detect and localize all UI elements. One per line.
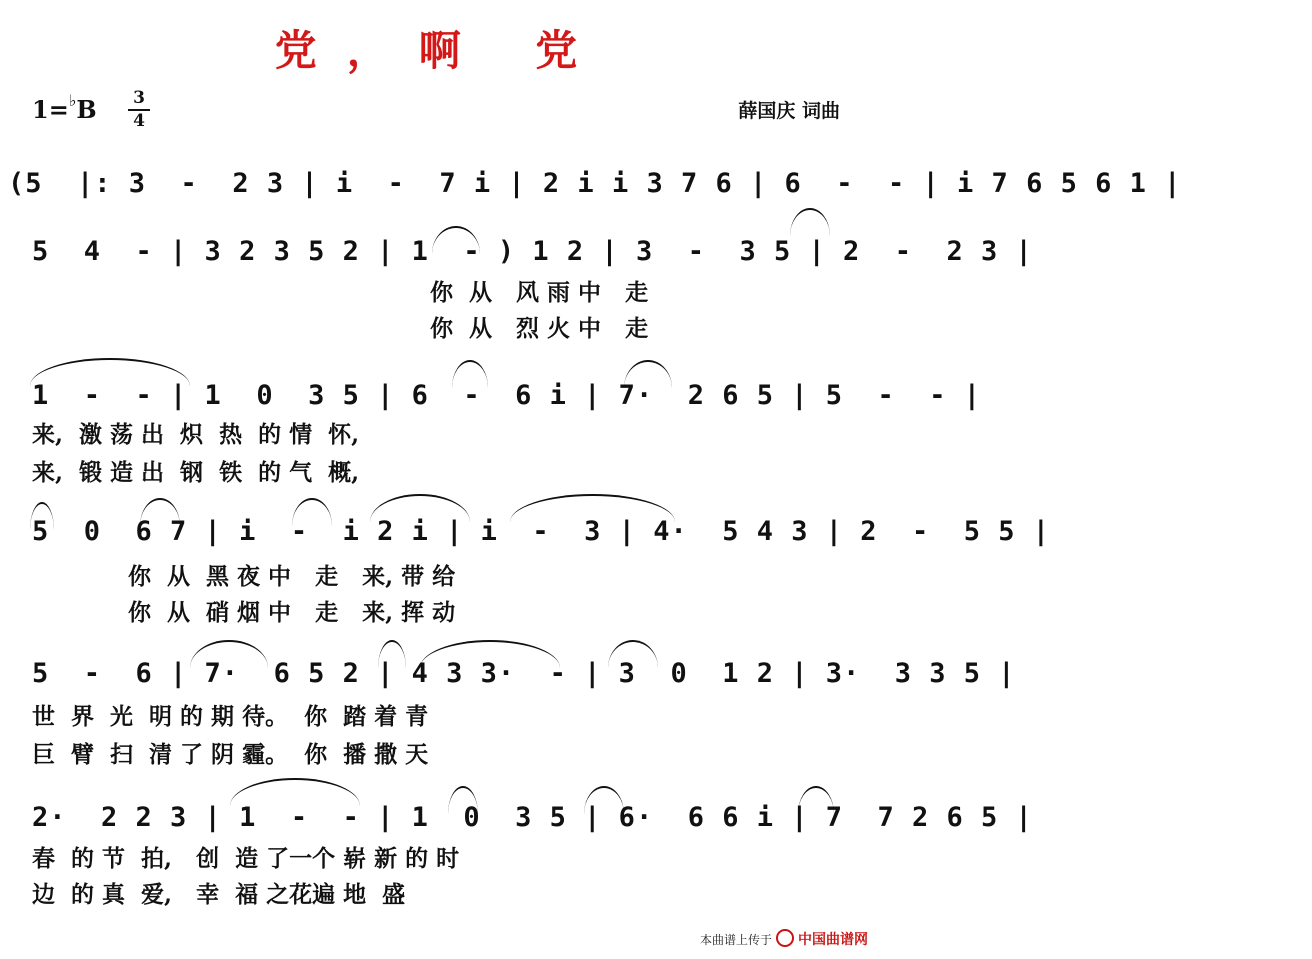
time-signature-top: 3 — [133, 88, 145, 108]
time-signature-bottom: 4 — [128, 109, 150, 132]
slur — [370, 494, 470, 522]
key-signature — [32, 91, 97, 124]
lyrics-line-2a: 你 从 风 雨 中 走 — [430, 279, 649, 306]
notation-line-3: 1 - - | 1 0 3 5 | 6 - 6 i | 7· 2 6 5 | 5 - - | — [32, 380, 982, 411]
lyrics-line-3b: 来, 锻 造 出 钢 铁 的 气 概, — [32, 459, 360, 486]
composer-credit: 薛国庆 词曲 — [738, 100, 840, 122]
slur — [452, 360, 488, 388]
flat-sign-icon: ♭ — [68, 91, 77, 110]
time-signature — [128, 88, 150, 132]
slur — [608, 640, 658, 668]
notation-line-1: (5 |: 3 - 2 3 | i - 7 i | 2 i i 3 7 6 | 6 - - | i 7 6 5 6 1 | — [8, 168, 1182, 199]
lyrics-line-5a: 世 界 光 明 的 期 待。 你 踏 着 青 — [32, 703, 429, 730]
lyrics-line-5b: 巨 臂 扫 清 了 阴 霾。 你 播 撒 天 — [32, 741, 429, 768]
slur — [584, 786, 624, 814]
lyrics-line-2b: 你 从 烈 火 中 走 — [430, 315, 649, 342]
slur — [292, 498, 332, 526]
footer-text: 本曲谱上传于 — [699, 933, 772, 947]
slur — [624, 360, 672, 388]
slur — [448, 786, 478, 814]
slur — [190, 640, 268, 668]
slur — [798, 786, 834, 814]
slur — [140, 498, 180, 526]
footer-site-link[interactable]: 中国曲谱网 — [798, 932, 868, 948]
lyrics-line-4b: 你 从 硝 烟 中 走 来, 挥 动 — [128, 599, 456, 626]
notation-line-6: 2· 2 2 3 | 1 - - | 1 0 3 5 | 6· 6 6 i | 7 7 2 6 5 | — [32, 802, 1033, 833]
slur — [378, 640, 406, 668]
song-title: 党，啊 党 — [274, 26, 608, 75]
lyrics-line-6a: 春 的 节 拍, 创 造 了一个 崭 新 的 时 — [32, 845, 460, 872]
lyrics-line-3a: 来, 激 荡 出 炽 热 的 情 怀, — [32, 421, 360, 448]
notation-line-5: 5 - 6 | 7· 6 5 2 | 4 3 3· - | 3 0 1 2 | 3· 3 3 5 | — [32, 658, 1016, 689]
key-prefix: 1= — [32, 95, 69, 124]
upload-footer — [700, 929, 868, 949]
slur — [420, 640, 560, 668]
slur — [510, 494, 675, 522]
key-note: B — [76, 95, 97, 124]
notation-line-4: 5 0 6 7 | i - i 2 i | i - 3 | 4· 5 4 3 | 2 - 5 5 | — [32, 516, 1051, 547]
lyrics-line-4a: 你 从 黑 夜 中 走 来, 带 给 — [128, 563, 456, 590]
site-logo-icon — [776, 929, 794, 947]
lyrics-line-6b: 边 的 真 爱, 幸 福 之花遍 地 盛 — [32, 881, 406, 908]
notation-line-2: 5 4 - | 3 2 3 5 2 | 1 - ) 1 2 | 3 - 3 5 | 2 - 2 3 | — [32, 236, 1033, 267]
slur — [790, 208, 830, 236]
